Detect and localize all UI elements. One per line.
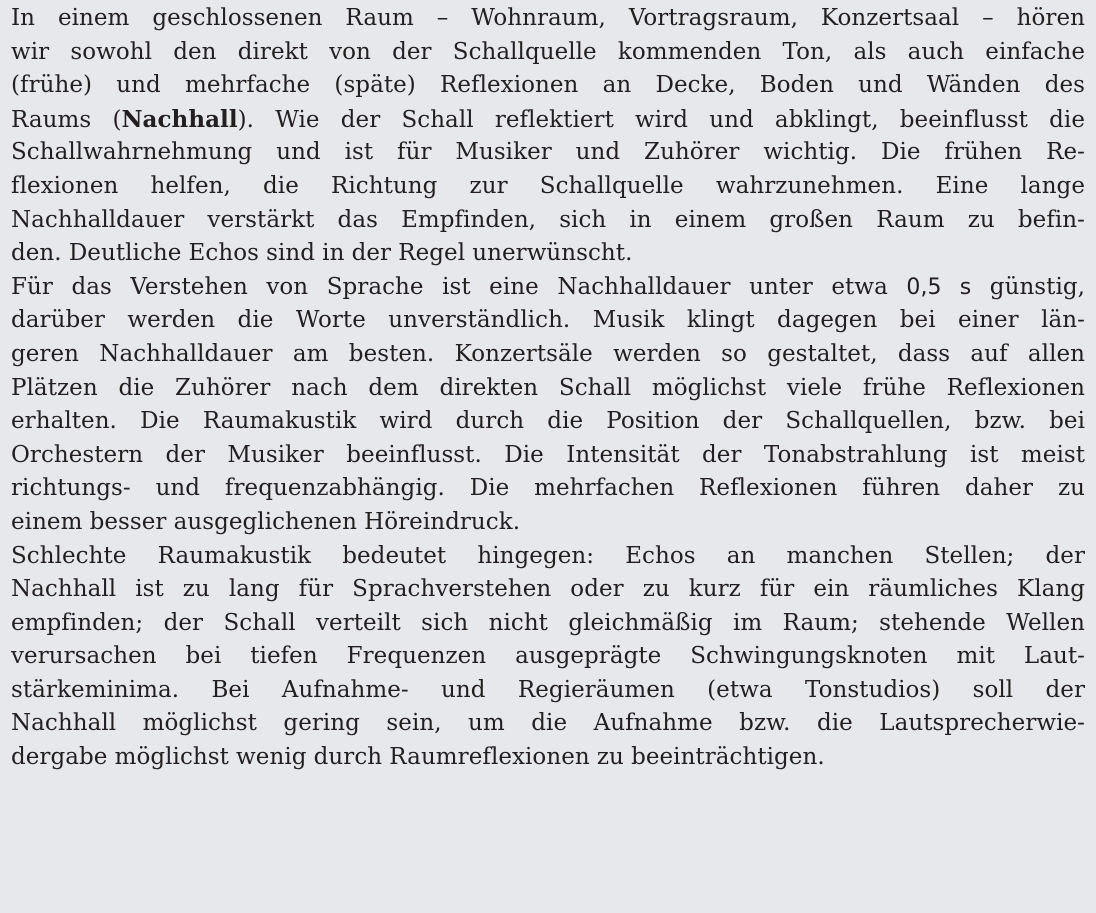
text-line [11,204,1085,238]
text-line [11,741,1085,775]
text-segment: günstig, [971,273,1085,300]
paragraph [11,271,1085,540]
text-line [11,304,1085,338]
text-segment: dergabe möglichst wenig durch Raumreflexionen zu beeinträchtigen. [11,744,825,771]
text-segment: stärkeminima. Bei Aufnahme- und Regieräumen (etwa Tonstudios) soll der [11,676,1085,703]
text-line [11,136,1085,170]
text-segment: den. Deutliche Echos sind in der Regel unerwünscht. [11,240,633,267]
text-segment: Orchestern der Musiker beeinflusst. Die Intensität der Tonabstrahlung ist meist [11,441,1085,468]
text-segment: darüber werden die Worte unverständlich. Musik klingt dagegen bei einer län- [11,307,1085,334]
text-line [11,338,1085,372]
text-line [11,506,1085,540]
bold-term: Nachhall [121,105,238,133]
text-line [11,607,1085,641]
paragraph [11,2,1085,271]
text-line [11,36,1085,70]
text-line [11,573,1085,607]
text-line [11,170,1085,204]
numeric-value: 0,5 s [906,274,972,300]
text-line [11,69,1085,103]
text-segment: Raums ( [11,106,122,133]
text-line [11,103,1085,137]
text-segment: Für das Verstehen von Sprache ist eine Nachhalldauer unter etwa [11,273,907,300]
text-line [11,2,1085,36]
text-segment: richtungs- und frequenzabhängig. Die mehrfachen Reflexionen führen daher zu [11,475,1085,502]
text-line [11,271,1085,305]
text-segment: wir sowohl den direkt von der Schallquelle kommenden Ton, als auch einfache [11,38,1085,65]
text-line [11,372,1085,406]
text-segment: Schlechte Raumakustik bedeutet hingegen: Echos an manchen Stellen; der [11,542,1085,569]
text-segment: einem besser ausgeglichenen Höreindruck. [11,508,521,535]
text-segment: geren Nachhalldauer am besten. Konzertsäle werden so gestaltet, dass auf allen [11,340,1085,367]
text-segment: Schallwahrnehmung und ist für Musiker und Zuhörer wichtig. Die frühen Re- [11,139,1085,166]
text-line [11,405,1085,439]
text-segment: erhalten. Die Raumakustik wird durch die Position der Schallquellen, bzw. bei [11,408,1085,435]
text-segment: Nachhall möglichst gering sein, um die Aufnahme bzw. die Lautsprecherwie- [11,710,1085,737]
text-segment: empfinden; der Schall verteilt sich nicht gleichmäßig im Raum; stehende Wellen [11,609,1085,636]
text-line [11,472,1085,506]
text-segment: Nachhalldauer verstärkt das Empfinden, sich in einem großen Raum zu befin- [11,206,1085,233]
paragraph [11,540,1085,775]
text-segment: Plätzen die Zuhörer nach dem direkten Schall möglichst viele frühe Reflexionen [11,374,1085,401]
text-segment: (frühe) und mehrfache (späte) Reflexionen an Decke, Boden und Wänden des [11,72,1085,99]
text-segment: Nachhall ist zu lang für Sprachverstehen oder zu kurz für ein räumliches Klang [11,576,1085,603]
text-segment: flexionen helfen, die Richtung zur Schallquelle wahrzunehmen. Eine lange [11,172,1085,199]
text-line [11,640,1085,674]
text-line [11,439,1085,473]
text-segment: ). Wie der Schall reflektiert wird und abklingt, beeinflusst die [237,106,1085,133]
text-segment: In einem geschlossenen Raum – Wohnraum, Vortragsraum, Konzertsaal – hören [11,5,1085,31]
text-line [11,540,1085,574]
text-line [11,707,1085,741]
text-line [11,674,1085,708]
text-line [11,237,1085,271]
text-segment: verursachen bei tiefen Frequenzen ausgeprägte Schwingungsknoten mit Laut- [11,643,1085,670]
